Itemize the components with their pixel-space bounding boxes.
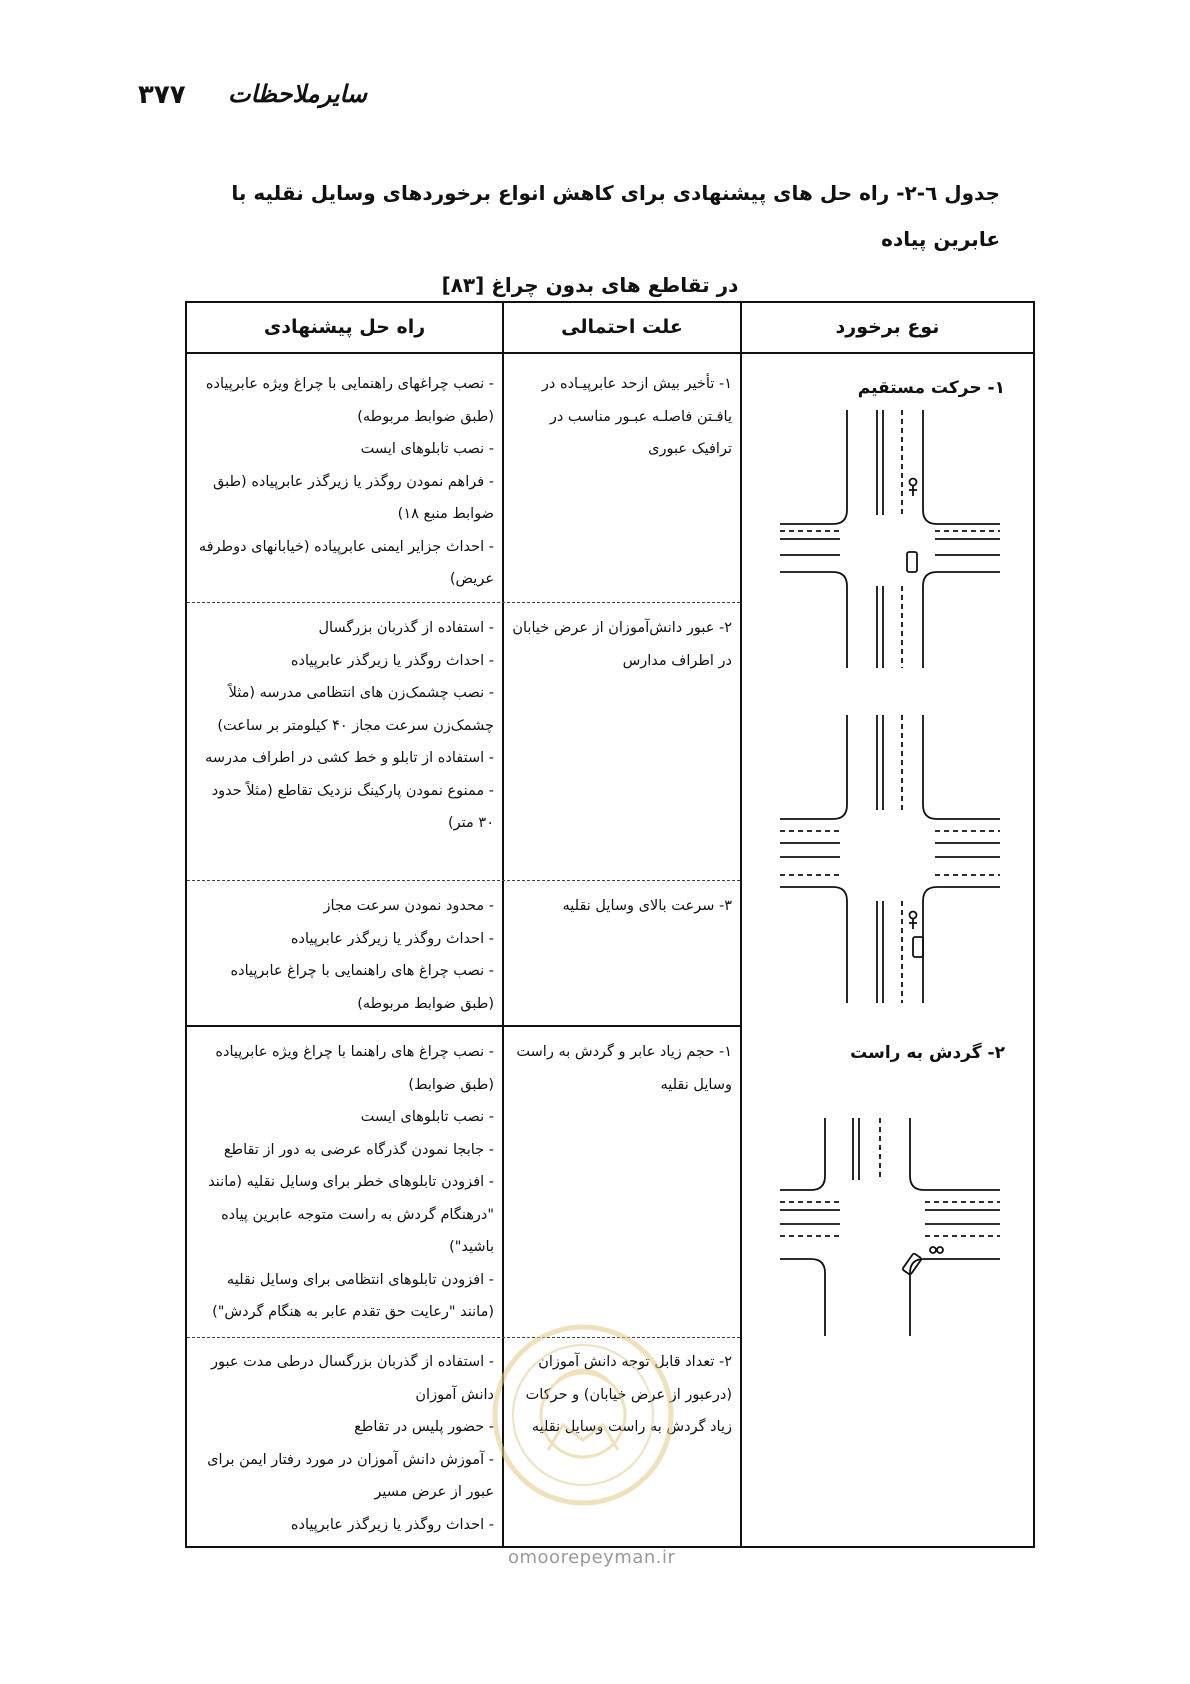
solution-item: - احداث روگذر یا زیرگذر عابرپیاده — [290, 652, 494, 669]
solution-item: - استفاده از تابلو و خط کشی در اطراف مدرسه — [205, 750, 494, 766]
solution-item: - استفاده از گذربان بزرگسال درطی مدت عبور دانش آموزان — [211, 1354, 494, 1403]
solution-item: - افزودن تابلوهای انتظامی برای وسایل نقلیه (مانند "رعایت حق تقدم عابر به هنگام گردش") — [212, 1271, 494, 1320]
solution-item: - احداث جزایر ایمنی عابرپیاده (خیابانهای دوطرفه عریض) — [198, 538, 494, 587]
solution-item: - نصب چراغ های راهنما با چراغ ویژه عابرپیاده (طبق ضوابط) — [215, 1044, 494, 1093]
header-divider — [185, 352, 1035, 354]
cause-cell: ۲- تعداد قابل توجه دانش آموزان (درعبور از عرض خیابان) و حرکات زیاد گردش به راست وسایل نقلیه — [525, 1354, 732, 1435]
header-collision-type: نوع برخورد — [835, 316, 940, 338]
collision-type-straight: ۱- حرکت مستقیم — [857, 378, 1005, 398]
solution-item: - نصب تابلوهای ایست — [360, 441, 494, 457]
solution-item: - جابجا نمودن گذرگاه عرضی به دور از تقاطع — [223, 1141, 494, 1158]
cause-cell: ۱- حجم زیاد عابر و گردش به راست وسایل نقلیه — [516, 1044, 732, 1093]
running-title: سایرملاحظات — [228, 80, 367, 108]
solution-item: - حضور پلیس در تقاطع — [354, 1419, 494, 1435]
intersection-diagram-straight-2 — [775, 715, 1005, 1005]
table-caption — [180, 170, 1000, 308]
seal-icon — [488, 1320, 678, 1510]
row-divider — [187, 602, 740, 603]
cause-cell: ۳- سرعت بالای وسایل نقلیه — [562, 898, 732, 914]
cause-cell: ۲- عبور دانش‌آموزان از عرض خیابان در اطراف مدارس — [512, 620, 732, 669]
solution-cell — [198, 368, 494, 596]
solution-item: - فراهم نمودن روگذر یا زیرگذر عابرپیاده (طبق ضوابط منبع ۱۸) — [213, 473, 494, 522]
solution-cell — [198, 1346, 494, 1541]
page-number: ۳۷۷ — [138, 80, 186, 110]
cause-cell: ۱- تأخیر بیش ازحد عابرپیـاده در یافـتن فاصلـه عبـور مناسب در ترافیک عبوری — [541, 376, 732, 457]
pedestrian-icon — [909, 479, 917, 497]
solution-item: - نصب چراغهای راهنمایی با چراغ ویژه عابرپیاده (طبق ضوابط مربوطه) — [205, 376, 494, 425]
solution-item: - نصب چشمک‌زن های انتظامی مدرسه (مثلاً چشمک‌زن سرعت مجاز ۴۰ کیلومتر بر ساعت) — [217, 685, 494, 734]
solution-cell — [198, 612, 494, 840]
solution-cell — [198, 1036, 494, 1329]
solution-item: - نصب تابلوهای ایست — [360, 1109, 494, 1125]
pedestrian-icon — [909, 912, 917, 930]
solution-item: - نصب چراغ های راهنمایی با چراغ عابرپیاده (طبق ضوابط مربوطه) — [230, 963, 494, 1012]
car-icon — [907, 552, 917, 572]
watermark-url: omoorepeyman.ir — [508, 1547, 676, 1568]
pedestrian-icon — [930, 1247, 943, 1253]
car-icon — [913, 937, 923, 957]
caption-line-2: در تقاطع های بدون چراغ [۸۳] — [441, 273, 739, 297]
column-divider-2 — [740, 301, 742, 1548]
solution-item: - آموزش دانش آموزان در مورد رفتار ایمن برای عبور از عرض مسیر — [207, 1451, 494, 1500]
solution-item: - استفاده از گذربان بزرگسال — [318, 620, 494, 636]
header-cause: علت احتمالی — [561, 316, 683, 338]
caption-line-1: جدول ٦-۲- راه حل های پیشنهادی برای کاهش انواع برخوردهای وسایل نقلیه با عابرین پیاده — [231, 181, 1000, 251]
solution-item: - احداث روگذر یا زیرگذر عابرپیاده — [290, 1516, 494, 1533]
solution-item: - احداث روگذر یا زیرگذر عابرپیاده — [290, 930, 494, 947]
solution-item: - افزودن تابلوهای خطر برای وسایل نقلیه (مانند "درهنگام گردش به راست متوجه عابرین پیاده باشید") — [208, 1174, 494, 1255]
intersection-diagram-right-turn — [775, 1118, 1005, 1338]
collision-type-right-turn: ۲- گردش به راست — [850, 1043, 1005, 1063]
row-divider — [187, 880, 740, 881]
header-solution: راه حل پیشنهادی — [263, 316, 426, 338]
solution-cell — [198, 890, 494, 1020]
group-divider — [185, 1025, 740, 1027]
solution-item: - محدود نمودن سرعت مجاز — [323, 898, 494, 914]
solution-item: - ممنوع نمودن پارکینگ نزدیک تقاطع (مثلاً حدود ۳۰ متر) — [211, 782, 494, 831]
intersection-diagram-straight — [775, 410, 1005, 670]
